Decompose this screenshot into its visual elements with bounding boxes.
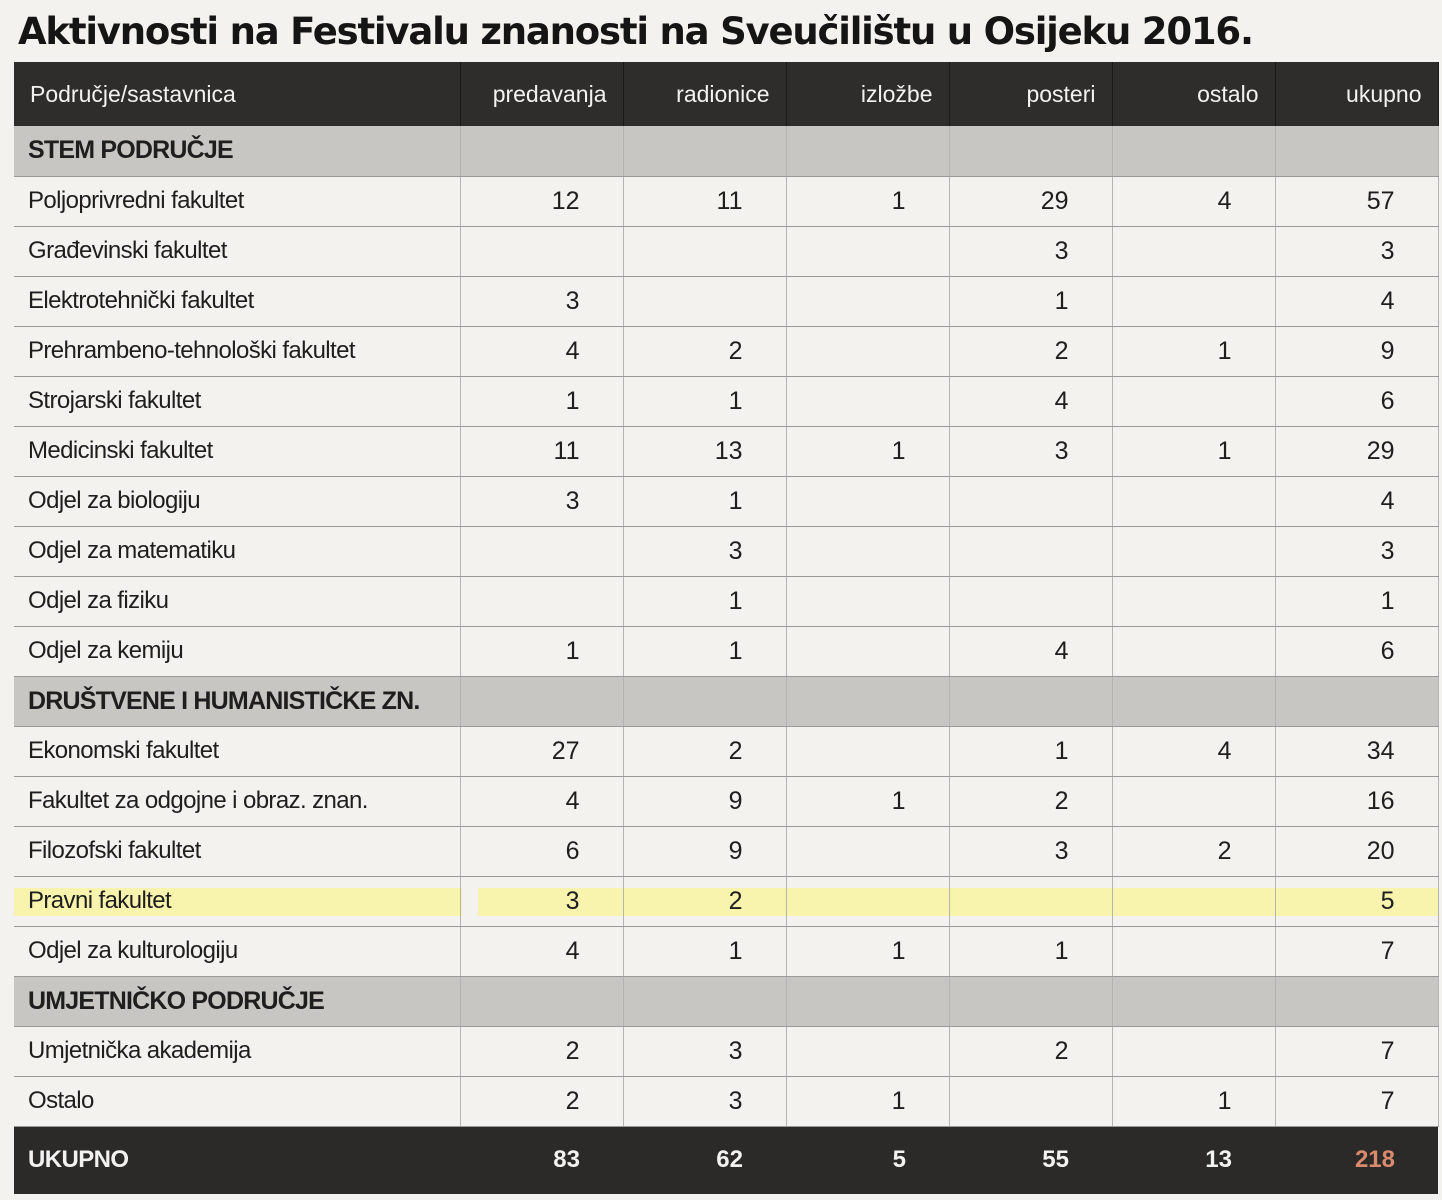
group-cell	[949, 126, 1112, 176]
value-cell	[949, 526, 1112, 576]
value-cell	[1112, 776, 1275, 826]
row-label: Strojarski fakultet	[14, 376, 460, 426]
total-value: 83	[553, 1146, 580, 1174]
row-label: Elektrotehnički fakultet	[14, 276, 460, 326]
value-cell: 2	[949, 776, 1112, 826]
value-cell: 29	[949, 176, 1112, 226]
row-label: Filozofski fakultet	[14, 826, 460, 876]
value-cell: 9	[623, 826, 786, 876]
group-cell	[1112, 976, 1275, 1026]
value-cell: 20	[1275, 826, 1438, 876]
row-label: Pravni fakultet	[14, 876, 460, 926]
value-cell: 2	[949, 326, 1112, 376]
value-cell: 1	[623, 576, 786, 626]
value-cell: 2	[623, 326, 786, 376]
total-value: 62	[716, 1146, 743, 1174]
table-row	[14, 626, 1438, 676]
value-cell	[1112, 276, 1275, 326]
value-cell	[1112, 876, 1275, 926]
value-cell: 3	[460, 476, 623, 526]
column-header: ukupno	[1275, 62, 1438, 126]
row-label: Prehrambeno-tehnološki fakultet	[14, 326, 460, 376]
value-cell: 1	[786, 926, 949, 976]
value-cell: 1	[623, 476, 786, 526]
row-label: Odjel za biologiju	[14, 476, 460, 526]
value-cell	[786, 376, 949, 426]
value-cell	[786, 226, 949, 276]
group-cell	[1112, 126, 1275, 176]
table-row	[14, 876, 1438, 926]
group-cell	[623, 976, 786, 1026]
value-cell	[1112, 576, 1275, 626]
group-title: STEM PODRUČJE	[14, 126, 460, 176]
column-header: ostalo	[1112, 62, 1275, 126]
value-cell: 5	[1275, 876, 1438, 926]
group-cell	[949, 676, 1112, 726]
group-cell	[786, 676, 949, 726]
column-header: radionice	[623, 62, 786, 126]
value-cell: 4	[949, 626, 1112, 676]
value-cell	[949, 476, 1112, 526]
value-cell	[460, 526, 623, 576]
value-cell: 2	[623, 726, 786, 776]
value-cell	[623, 276, 786, 326]
value-cell: 1	[949, 926, 1112, 976]
value-cell: 4	[1275, 476, 1438, 526]
value-cell	[786, 576, 949, 626]
value-cell: 3	[623, 1076, 786, 1126]
value-cell: 1	[1275, 576, 1438, 626]
value-cell: 7	[1275, 1076, 1438, 1126]
value-cell: 12	[460, 176, 623, 226]
column-header: Područje/sastavnica	[14, 62, 460, 126]
value-cell: 11	[623, 176, 786, 226]
value-cell: 3	[623, 526, 786, 576]
value-cell	[949, 576, 1112, 626]
activities-table	[14, 62, 1439, 1194]
value-cell: 2	[1112, 826, 1275, 876]
table-header-row	[14, 62, 1438, 126]
table-row	[14, 726, 1438, 776]
group-cell	[460, 976, 623, 1026]
value-cell: 27	[460, 726, 623, 776]
grand-total-value: 218	[1354, 1146, 1395, 1174]
value-cell: 13	[623, 426, 786, 476]
value-cell: 3	[949, 826, 1112, 876]
value-cell	[786, 876, 949, 926]
value-cell: 7	[1275, 1026, 1438, 1076]
value-cell: 1	[786, 776, 949, 826]
table-row	[14, 326, 1438, 376]
value-cell: 1	[786, 426, 949, 476]
table-row	[14, 276, 1438, 326]
total-value: 55	[1042, 1146, 1069, 1174]
value-cell	[1112, 476, 1275, 526]
column-header: predavanja	[460, 62, 623, 126]
value-cell: 9	[1275, 326, 1438, 376]
value-cell: 2	[949, 1026, 1112, 1076]
table-row	[14, 776, 1438, 826]
value-cell: 6	[1275, 376, 1438, 426]
group-cell	[1275, 126, 1438, 176]
value-cell: 1	[1112, 1076, 1275, 1126]
value-cell: 1	[1112, 326, 1275, 376]
value-cell: 3	[460, 876, 623, 926]
row-label: Poljoprivredni fakultet	[14, 176, 460, 226]
value-cell: 4	[1112, 726, 1275, 776]
value-cell: 6	[1275, 626, 1438, 676]
group-cell	[623, 126, 786, 176]
group-header-row	[14, 126, 1438, 176]
group-title: UMJETNIČKO PODRUČJE	[14, 976, 460, 1026]
total-row	[14, 1126, 1438, 1194]
group-cell	[1275, 676, 1438, 726]
value-cell	[786, 276, 949, 326]
table-row	[14, 426, 1438, 476]
row-label: Odjel za kulturologiju	[14, 926, 460, 976]
table-row	[14, 576, 1438, 626]
value-cell: 1	[949, 276, 1112, 326]
value-cell: 4	[1112, 176, 1275, 226]
value-cell: 1	[623, 926, 786, 976]
value-cell: 3	[949, 426, 1112, 476]
value-cell: 2	[460, 1026, 623, 1076]
group-cell	[786, 976, 949, 1026]
group-header-row	[14, 676, 1438, 726]
value-cell: 1	[1112, 426, 1275, 476]
value-cell: 7	[1275, 926, 1438, 976]
value-cell	[1112, 626, 1275, 676]
value-cell: 16	[1275, 776, 1438, 826]
row-label: Odjel za matematiku	[14, 526, 460, 576]
value-cell	[786, 326, 949, 376]
value-cell: 4	[460, 926, 623, 976]
table-row	[14, 926, 1438, 976]
value-cell	[786, 1026, 949, 1076]
value-cell: 2	[460, 1076, 623, 1126]
value-cell	[949, 1076, 1112, 1126]
value-cell: 1	[786, 1076, 949, 1126]
value-cell: 6	[460, 826, 623, 876]
group-cell	[786, 126, 949, 176]
value-cell: 9	[623, 776, 786, 826]
value-cell: 4	[460, 776, 623, 826]
value-cell	[623, 226, 786, 276]
value-cell: 4	[1275, 276, 1438, 326]
value-cell	[460, 226, 623, 276]
value-cell: 4	[460, 326, 623, 376]
group-cell	[623, 676, 786, 726]
value-cell	[1112, 226, 1275, 276]
table-row	[14, 1076, 1438, 1126]
value-cell: 29	[1275, 426, 1438, 476]
table-row	[14, 526, 1438, 576]
group-cell	[1275, 976, 1438, 1026]
value-cell	[786, 726, 949, 776]
row-label: Građevinski fakultet	[14, 226, 460, 276]
value-cell	[786, 526, 949, 576]
row-label: Odjel za kemiju	[14, 626, 460, 676]
table-row	[14, 376, 1438, 426]
total-value: 13	[1205, 1146, 1232, 1174]
row-label: Fakultet za odgojne i obraz. znan.	[14, 776, 460, 826]
value-cell: 1	[623, 376, 786, 426]
row-label: Ostalo	[14, 1076, 460, 1126]
column-header: posteri	[949, 62, 1112, 126]
group-cell	[460, 126, 623, 176]
value-cell: 3	[1275, 226, 1438, 276]
value-cell	[1112, 1026, 1275, 1076]
value-cell: 3	[623, 1026, 786, 1076]
value-cell	[786, 826, 949, 876]
value-cell: 3	[1275, 526, 1438, 576]
total-value: 5	[892, 1146, 906, 1174]
page-title: Aktivnosti na Festivalu znanosti na Sveučilištu u Osijeku 2016.	[18, 10, 1253, 53]
table-body	[14, 126, 1438, 1194]
group-cell	[1112, 676, 1275, 726]
value-cell: 3	[460, 276, 623, 326]
table-row	[14, 826, 1438, 876]
value-cell	[1112, 376, 1275, 426]
row-label: Odjel za fiziku	[14, 576, 460, 626]
total-label: UKUPNO	[28, 1146, 129, 1174]
row-label: Umjetnička akademija	[14, 1026, 460, 1076]
value-cell: 1	[949, 726, 1112, 776]
group-cell	[949, 976, 1112, 1026]
value-cell	[1112, 926, 1275, 976]
row-label: Ekonomski fakultet	[14, 726, 460, 776]
table-row	[14, 226, 1438, 276]
value-cell	[786, 626, 949, 676]
value-cell: 3	[949, 226, 1112, 276]
value-cell: 4	[949, 376, 1112, 426]
value-cell: 2	[623, 876, 786, 926]
value-cell: 34	[1275, 726, 1438, 776]
value-cell: 1	[460, 376, 623, 426]
value-cell: 1	[460, 626, 623, 676]
value-cell	[1112, 526, 1275, 576]
column-header: izložbe	[786, 62, 949, 126]
value-cell: 57	[1275, 176, 1438, 226]
value-cell	[786, 476, 949, 526]
group-title: DRUŠTVENE I HUMANISTIČKE ZN.	[14, 676, 460, 726]
value-cell: 11	[460, 426, 623, 476]
table-row	[14, 476, 1438, 526]
group-cell	[460, 676, 623, 726]
value-cell: 1	[786, 176, 949, 226]
value-cell: 1	[623, 626, 786, 676]
group-header-row	[14, 976, 1438, 1026]
row-label: Medicinski fakultet	[14, 426, 460, 476]
table-row	[14, 176, 1438, 226]
value-cell	[460, 576, 623, 626]
value-cell	[949, 876, 1112, 926]
table-row	[14, 1026, 1438, 1076]
